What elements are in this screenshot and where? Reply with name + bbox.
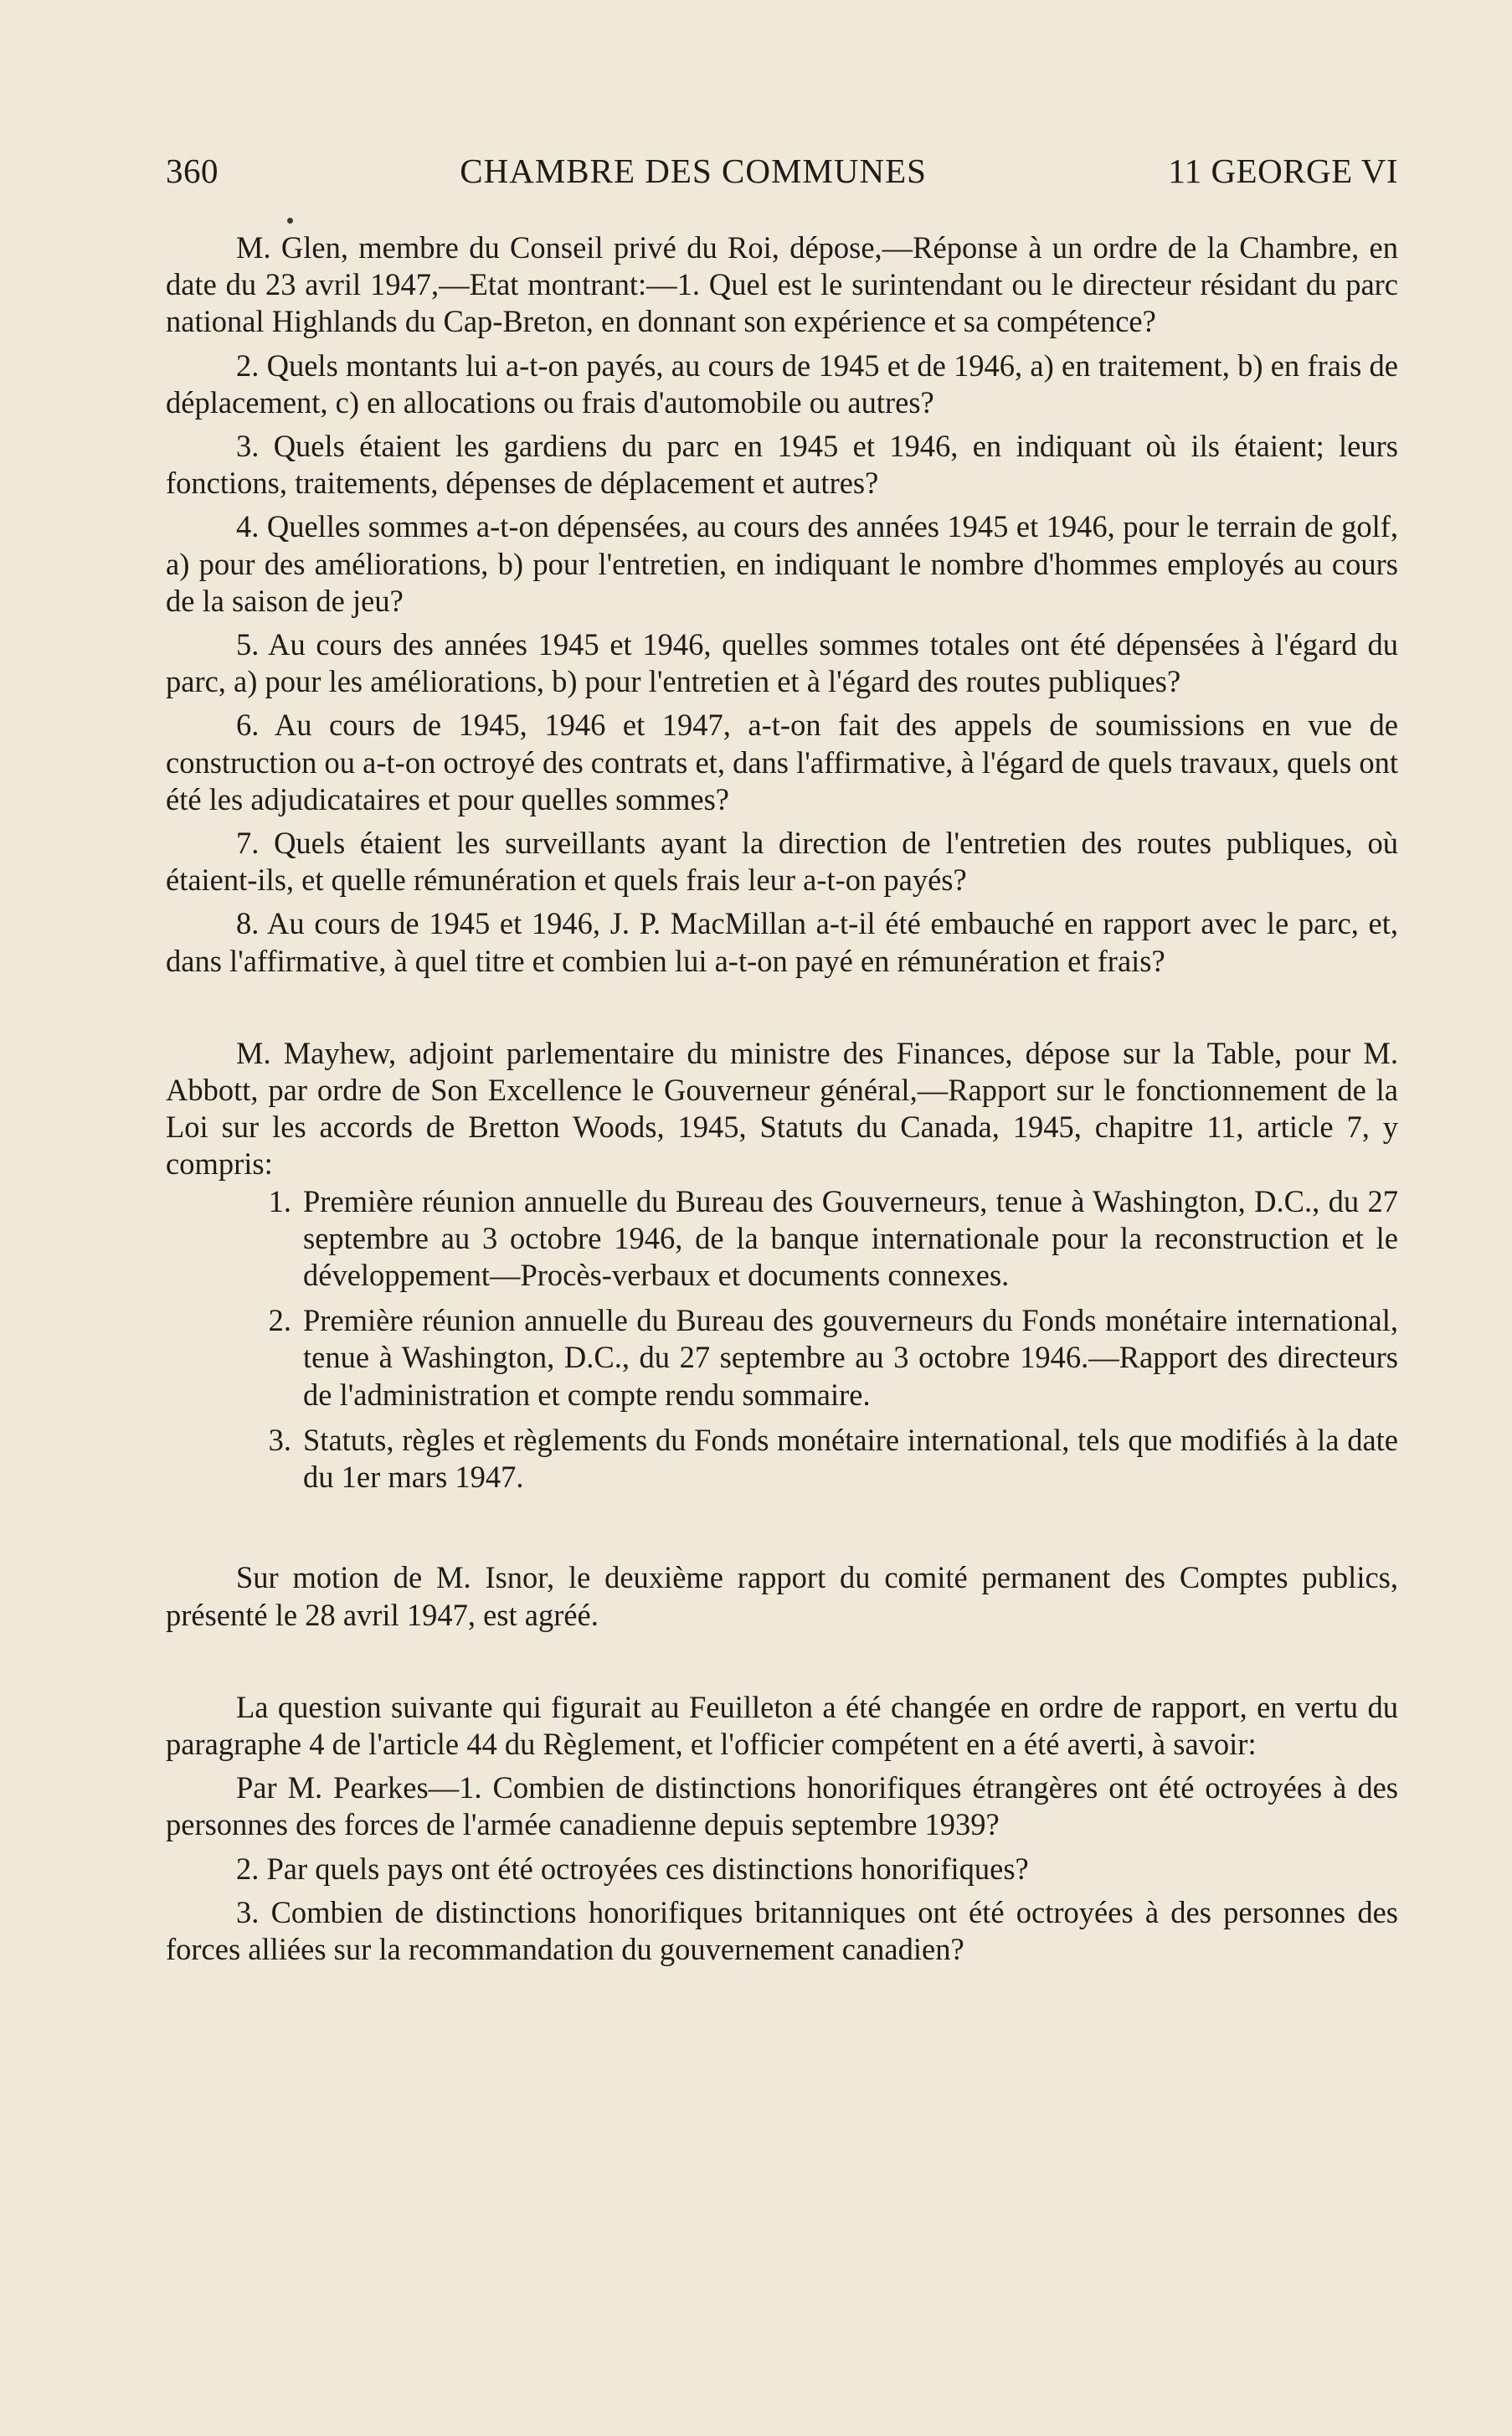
glen-return-section xyxy=(166,229,1398,980)
paragraph: 5. Au cours des années 1945 et 1946, quelles sommes totales ont été dépensées à l'égard du parc, a) pour les améliorations, b) pour l'entretien et à l'égard des routes publiques? xyxy=(166,627,1398,699)
paragraph: 7. Quels étaient les surveillants ayant la direction de l'entretien des routes publiques, où étaient-ils, et quelle rémunération et quels frais leur a-t-on payés? xyxy=(166,826,1398,898)
paragraph: 3. Quels étaient les gardiens du parc en 1945 et 1946, en indiquant où ils étaient; leurs fonctions, traitements, dépenses de déplacement et autres? xyxy=(166,429,1398,501)
page-number: 360 xyxy=(166,152,219,190)
paragraph: Par M. Pearkes—1. Combien de distinctions honorifiques étrangères ont été octroyées à des personnes des forces de l'armée canadienne depuis septembre 1939? xyxy=(166,1770,1398,1842)
list-number: 1. xyxy=(268,1183,291,1218)
paragraph: 6. Au cours de 1945, 1946 et 1947, a-t-on fait des appels de soumissions en vue de construction ou a-t-on octroyé des contrats et, dans l'affirmative, à l'égard de quels travaux, quels ont été les adjudicataires et pour quelles sommes? xyxy=(166,708,1399,816)
paragraph: 8. Au cours de 1945 et 1946, J. P. MacMillan a-t-il été embauché en rapport avec le parc, et, dans l'affirmative, à quel titre et combien lui a-t-on payé en rémunération et frais? xyxy=(166,906,1398,978)
paragraph: 2. Par quels pays ont été octroyées ces distinctions honorifiques? xyxy=(236,1851,1029,1886)
dot-mark xyxy=(287,218,293,224)
paragraph: Sur motion de M. Isnor, le deuxième rapport du comité permanent des Comptes publics, présenté le 28 avril 1947, est agréé. xyxy=(166,1560,1398,1632)
list-text: Première réunion annuelle du Bureau des Gouverneurs, tenue à Washington, D.C., du 27 septembre au 3 octobre 1946, de la banque internationale pour la reconstruction et le développement—Procès-verbaux et documents connexes. xyxy=(303,1183,1398,1293)
page xyxy=(166,151,1398,1968)
mayhew-report-section xyxy=(166,1035,1398,1496)
list-item xyxy=(166,1422,1398,1496)
paragraph: M. Mayhew, adjoint parlementaire du ministre des Finances, dépose sur la Table, pour M. Abbott, par ordre de Son Excellence le Gouverneur général,—Rapport sur le fonctionnement de la Loi sur les accords de Bretton Woods, 1945, Statuts du Canada, 1945, chapitre 11, article 7, y compris: xyxy=(166,1035,1398,1182)
list-number: 2. xyxy=(268,1303,291,1338)
list-text: Statuts, règles et règlements du Fonds monétaire international, tels que modifiés à la date du 1er mars 1947. xyxy=(303,1422,1398,1495)
header-reign: 11 GEORGE VI xyxy=(1168,152,1398,190)
list-number: 3. xyxy=(268,1422,291,1457)
report-list xyxy=(166,1183,1398,1496)
list-item xyxy=(166,1183,1398,1295)
list-item xyxy=(166,1302,1398,1414)
paragraph: La question suivante qui figurait au Feuilleton a été changée en ordre de rapport, en vertu du paragraphe 4 de l'article 44 du Règlement, et l'officier compétent en a été averti, à savoir: xyxy=(166,1689,1398,1761)
question-section xyxy=(166,1689,1398,1968)
paragraph: 4. Quelles sommes a-t-on dépensées, au cours des années 1945 et 1946, pour le terrain de golf, a) pour des améliorations, b) pour l'entretien, en indiquant le nombre d'hommes employés au cours de la saison de jeu? xyxy=(166,509,1398,618)
isnor-motion-section xyxy=(166,1559,1398,1633)
header-title: CHAMBRE DES COMMUNES xyxy=(460,152,927,190)
paragraph: M. Glen, membre du Conseil privé du Roi, dépose,—Réponse à un ordre de la Chambre, en date du 23 avril 1947,—Etat montrant:—1. Quel est le surintendant ou le directeur résidant du parc national Highlands du Cap-Breton, en donnant son expérience et sa compétence? xyxy=(166,230,1398,339)
paragraph: 3. Combien de distinctions honorifiques britanniques ont été octroyées à des personnes des forces alliées sur la recommandation du gouvernement canadien? xyxy=(166,1894,1398,1966)
page-content xyxy=(166,229,1398,1968)
paragraph: 2. Quels montants lui a-t-on payés, au cours de 1945 et de 1946, a) en traitement, b) en frais de déplacement, c) en allocations ou frais d'automobile ou autres? xyxy=(166,348,1398,420)
running-header xyxy=(166,151,1398,204)
list-text: Première réunion annuelle du Bureau des gouverneurs du Fonds monétaire international, tenue à Washington, D.C., du 27 septembre au 3 octobre 1946.—Rapport des directeurs de l'administration et compte rendu sommaire. xyxy=(303,1303,1398,1412)
